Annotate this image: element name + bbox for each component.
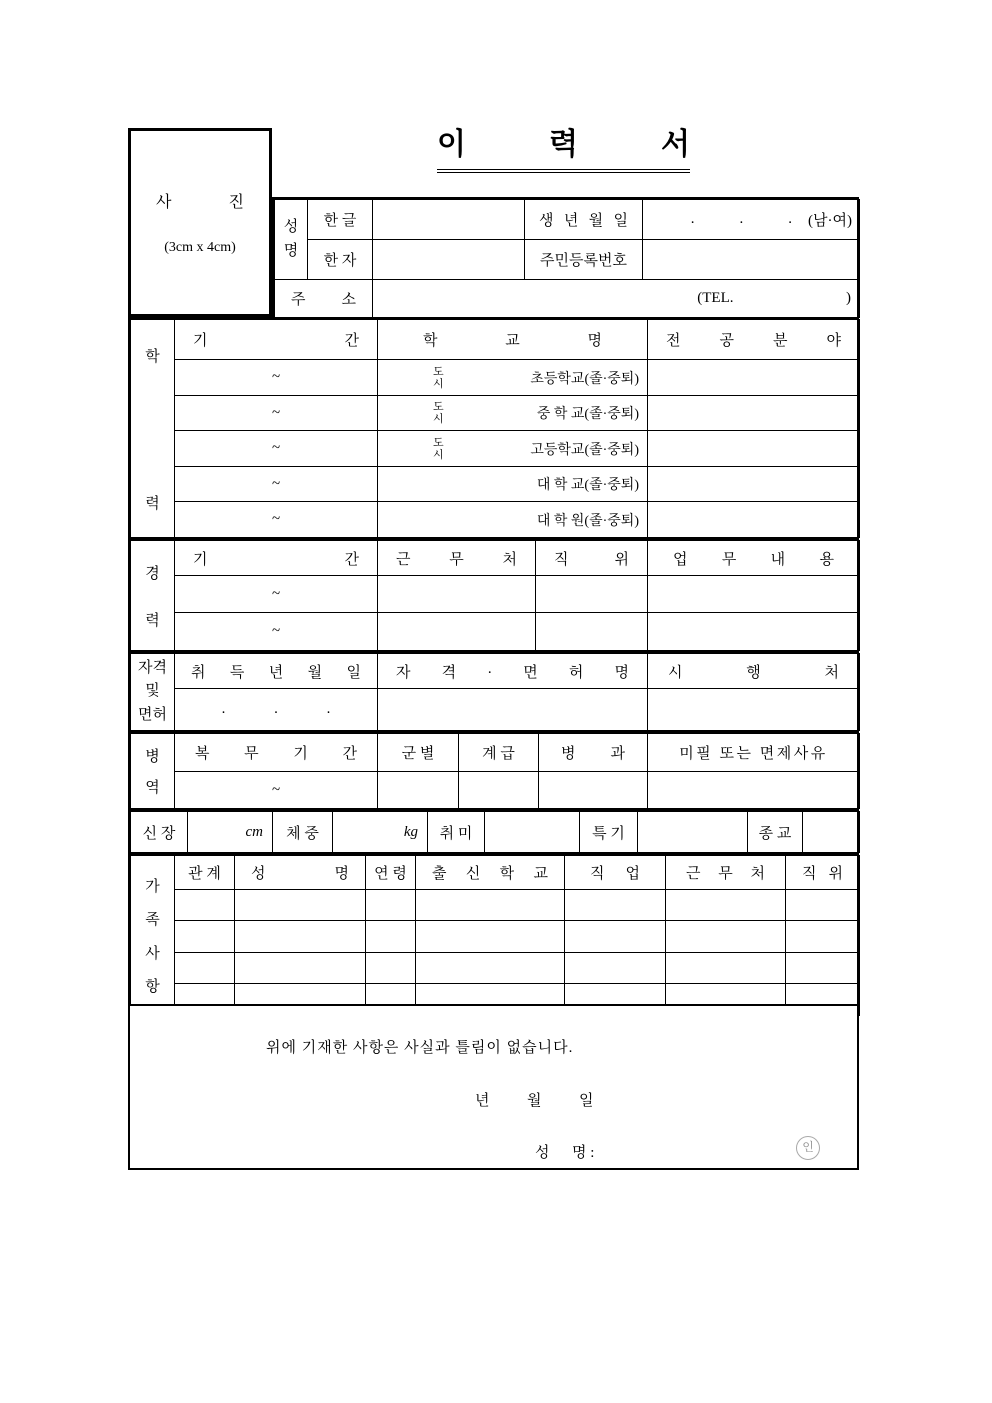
- edu-school-cell[interactable]: [378, 360, 648, 396]
- declaration-date-line[interactable]: 년 월 일: [475, 1093, 594, 1109]
- family-header-school: 출 신 학 교: [416, 856, 565, 890]
- mil-header-rank: 계 급: [459, 734, 539, 772]
- family-header-relation: 관 계: [175, 856, 235, 890]
- family-job-input[interactable]: [565, 953, 666, 984]
- declaration-name-line[interactable]: 성 명 :: [535, 1145, 595, 1161]
- specialty-input[interactable]: [638, 812, 748, 853]
- family-header-name: 성 명: [235, 856, 366, 890]
- edu-header-school: 학 교 명: [378, 320, 648, 360]
- mil-specialty-input[interactable]: [539, 772, 648, 809]
- height-input[interactable]: cm: [188, 812, 273, 853]
- rrn-label: 주민등록번호: [525, 240, 643, 280]
- edu-school-cell[interactable]: [378, 396, 648, 431]
- name-side-label: 성 명: [275, 200, 308, 280]
- gender-label: (남·여): [808, 213, 852, 229]
- mil-exemption-input[interactable]: [648, 772, 860, 809]
- declaration-statement: 위에 기재한 사항은 사실과 틀림이 없습니다.: [266, 1040, 574, 1056]
- edu-period-input[interactable]: ~: [175, 467, 378, 502]
- career-side-label: 경 력: [131, 541, 175, 651]
- qual-header-name: 자 격 · 면 허 명: [378, 654, 648, 689]
- military-side-label: 병 역: [131, 734, 175, 809]
- city-label: 도 시: [433, 436, 444, 461]
- military-section: [130, 731, 857, 809]
- mil-header-period: 복 무 기 간: [175, 734, 378, 772]
- family-relation-input[interactable]: [175, 953, 235, 984]
- career-position-input[interactable]: [536, 576, 648, 613]
- career-workplace-input[interactable]: [378, 576, 536, 613]
- family-name-input[interactable]: [235, 921, 366, 953]
- edu-period-input[interactable]: ~: [175, 431, 378, 467]
- mil-branch-input[interactable]: [378, 772, 459, 809]
- mil-period-input[interactable]: ~: [175, 772, 378, 809]
- photo-label: 사 진: [156, 194, 244, 211]
- rrn-input[interactable]: [643, 240, 860, 280]
- declaration-footer: [128, 1004, 859, 1170]
- career-header-workplace: 근 무 처: [378, 541, 536, 576]
- family-job-input[interactable]: [565, 921, 666, 953]
- qual-date-input[interactable]: . . .: [175, 689, 378, 731]
- resume-body: [128, 317, 859, 1018]
- name-hanja-input[interactable]: [373, 240, 525, 280]
- edu-major-input[interactable]: [648, 502, 860, 538]
- city-label: 도 시: [433, 400, 444, 425]
- family-header-position: 직 위: [786, 856, 860, 890]
- qualification-side-label: 자격 및 면허: [131, 654, 175, 731]
- hobby-label: 취 미: [428, 812, 485, 853]
- career-position-input[interactable]: [536, 613, 648, 651]
- religion-label: 종 교: [748, 812, 803, 853]
- edu-header-period: 기 간: [175, 320, 378, 360]
- qual-issuer-input[interactable]: [648, 689, 860, 731]
- edu-major-input[interactable]: [648, 467, 860, 502]
- family-school-input[interactable]: [416, 921, 565, 953]
- birth-date-dots: . . .: [690, 211, 793, 227]
- family-position-input[interactable]: [786, 921, 860, 953]
- hobby-input[interactable]: [485, 812, 580, 853]
- career-section: [130, 538, 857, 651]
- edu-school-cell[interactable]: [378, 502, 648, 538]
- career-duties-input[interactable]: [648, 576, 860, 613]
- family-workplace-input[interactable]: [666, 890, 786, 921]
- edu-major-input[interactable]: [648, 431, 860, 467]
- career-period-input[interactable]: ~: [175, 576, 378, 613]
- photo-size-label: (3cm x 4cm): [164, 240, 236, 255]
- edu-period-input[interactable]: ~: [175, 396, 378, 431]
- hangul-label: 한 글: [308, 200, 373, 240]
- hanja-label: 한 자: [308, 240, 373, 280]
- personal-info-table: [272, 197, 859, 320]
- birth-date-field[interactable]: [643, 200, 860, 240]
- city-label: 도 시: [433, 365, 444, 390]
- qual-header-date: 취 득 년 월 일: [175, 654, 378, 689]
- physical-section: [130, 809, 857, 853]
- family-header-age: 연 령: [366, 856, 416, 890]
- career-workplace-input[interactable]: [378, 613, 536, 651]
- family-position-input[interactable]: [786, 890, 860, 921]
- family-name-input[interactable]: [235, 953, 366, 984]
- weight-input[interactable]: kg: [333, 812, 428, 853]
- career-period-input[interactable]: ~: [175, 613, 378, 651]
- qual-header-issuer: 시 행 처: [648, 654, 860, 689]
- edu-period-input[interactable]: ~: [175, 360, 378, 396]
- career-header-period: 기 간: [175, 541, 378, 576]
- mil-rank-input[interactable]: [459, 772, 539, 809]
- name-hangul-input[interactable]: [373, 200, 525, 240]
- school-name-label: 대 학 교(졸·중퇴): [536, 478, 639, 493]
- career-header-position: 직 위: [536, 541, 648, 576]
- mil-header-branch: 군 별: [378, 734, 459, 772]
- specialty-label: 특 기: [580, 812, 638, 853]
- education-section: [130, 319, 857, 538]
- page-title: 이 력 서: [437, 128, 690, 173]
- education-side-label: 학 력: [131, 320, 175, 538]
- edu-header-major: 전 공 분 야: [648, 320, 860, 360]
- edu-major-input[interactable]: [648, 360, 860, 396]
- edu-period-input[interactable]: ~: [175, 502, 378, 538]
- family-workplace-input[interactable]: [666, 953, 786, 984]
- edu-school-cell[interactable]: [378, 431, 648, 467]
- mil-header-exemption: 미필 또는 면제사유: [648, 734, 860, 772]
- family-workplace-input[interactable]: [666, 921, 786, 953]
- weight-label: 체 중: [273, 812, 333, 853]
- school-name-label: 대 학 원(졸·중퇴): [536, 513, 639, 529]
- height-label: 신 장: [131, 812, 188, 853]
- family-section: [130, 853, 857, 1016]
- photo-upload-area[interactable]: [128, 128, 272, 317]
- school-name-label: 고등학교(졸·중퇴): [530, 442, 639, 458]
- qualification-section: [130, 651, 857, 731]
- birth-date-label: 생 년 월 일: [525, 200, 643, 240]
- school-name-label: 초등학교(졸·중퇴): [530, 371, 639, 387]
- family-job-input[interactable]: [565, 890, 666, 921]
- family-position-input[interactable]: [786, 953, 860, 984]
- seal-mark: 인: [796, 1136, 820, 1160]
- address-label: 주 소: [275, 280, 373, 318]
- family-school-input[interactable]: [416, 953, 565, 984]
- school-name-label: 중 학 교(졸·중퇴): [536, 407, 639, 422]
- family-school-input[interactable]: [416, 890, 565, 921]
- family-age-input[interactable]: [366, 890, 416, 921]
- family-header-workplace: 근 무 처: [666, 856, 786, 890]
- family-age-input[interactable]: [366, 921, 416, 953]
- career-duties-input[interactable]: [648, 613, 860, 651]
- family-age-input[interactable]: [366, 953, 416, 984]
- family-side-label: 가 족 사 항: [131, 856, 175, 1016]
- qual-name-input[interactable]: [378, 689, 648, 731]
- religion-input[interactable]: [803, 812, 860, 853]
- address-input[interactable]: (TEL. ): [373, 280, 860, 318]
- mil-header-specialty: 병 과: [539, 734, 648, 772]
- edu-school-cell[interactable]: [378, 467, 648, 502]
- family-name-input[interactable]: [235, 890, 366, 921]
- edu-major-input[interactable]: [648, 396, 860, 431]
- family-header-job: 직 업: [565, 856, 666, 890]
- career-header-duties: 업 무 내 용: [648, 541, 860, 576]
- family-relation-input[interactable]: [175, 890, 235, 921]
- family-relation-input[interactable]: [175, 921, 235, 953]
